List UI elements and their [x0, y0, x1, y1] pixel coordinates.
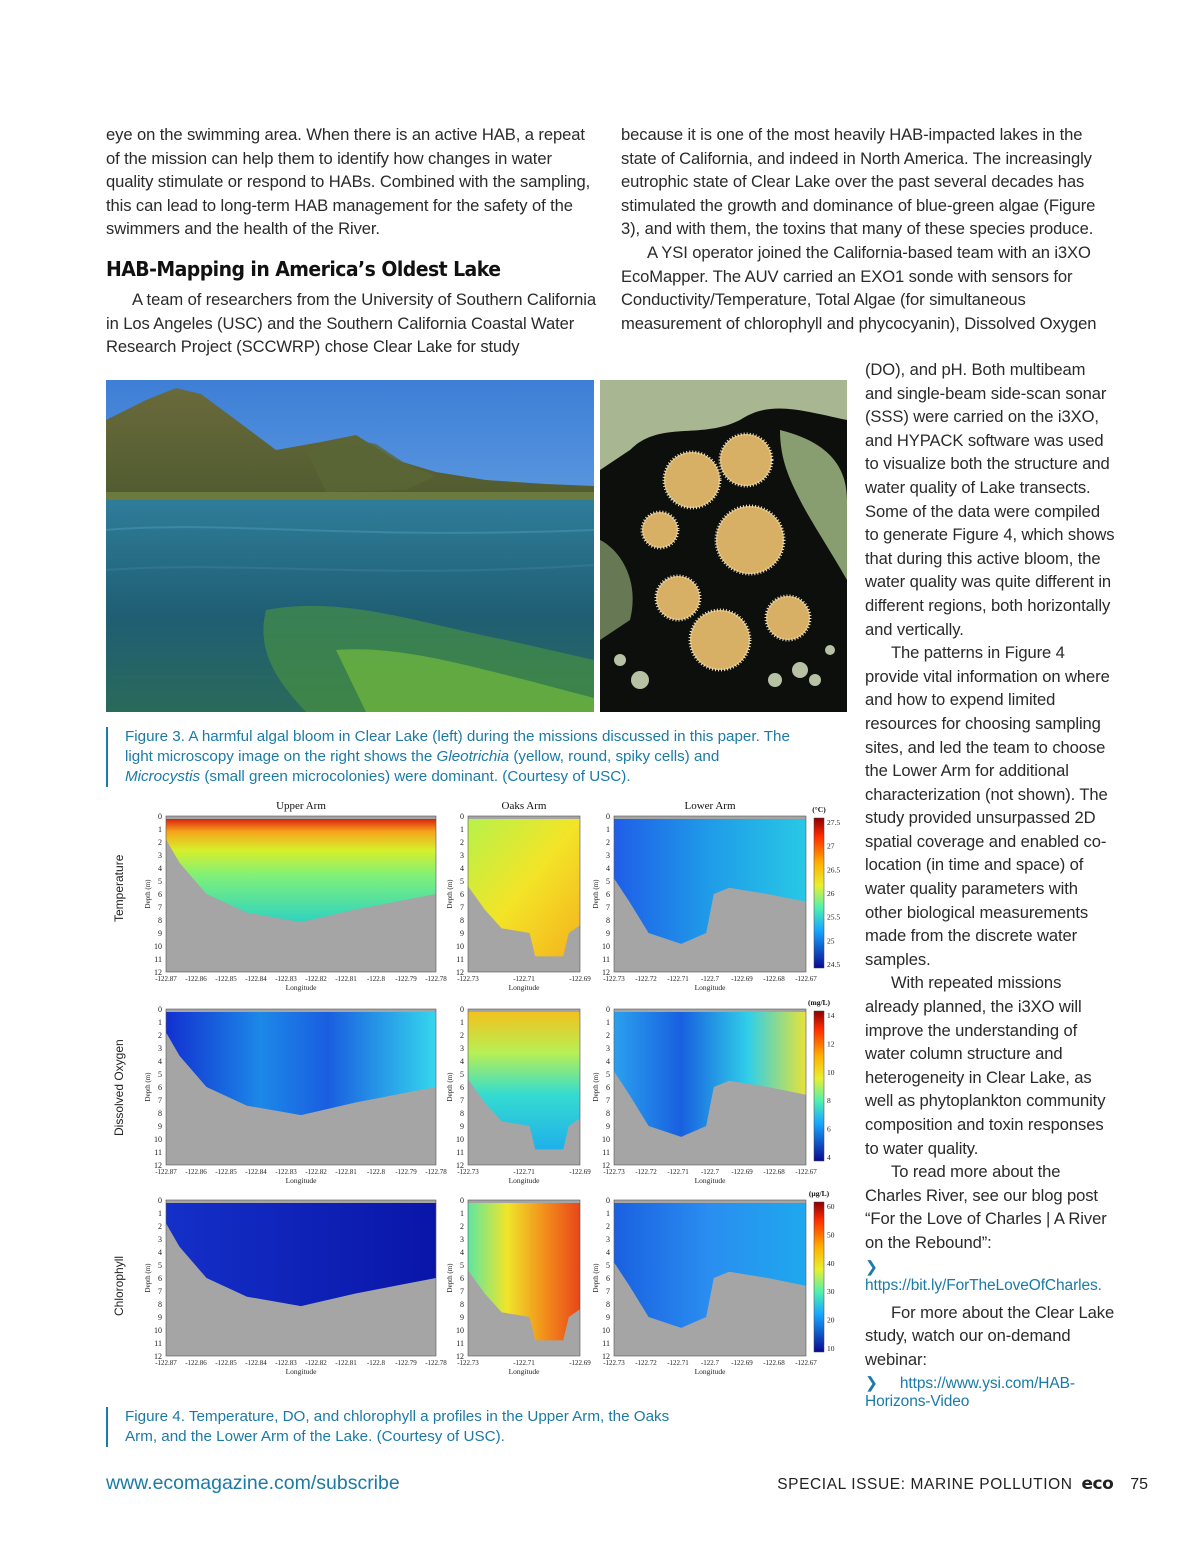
- figure-4-svg: [106, 796, 844, 1386]
- colorbar-tick-label: 30: [827, 1287, 835, 1297]
- x-tick-label: -122.83: [275, 975, 297, 983]
- x-tick-label: -122.68: [763, 975, 785, 983]
- paragraph: With repeated missions already planned, the i3XO will improve the understanding of water column structure and heterogeneity in Clear Lake, as well as phytoplankton community composition and toxin responses to water quality.: [865, 973, 1106, 1158]
- depth-tick-label: 7: [158, 1287, 162, 1296]
- x-tick-label: -122.85: [215, 975, 237, 983]
- x-tick-label: -122.73: [457, 1168, 479, 1176]
- depth-tick-label: 9: [606, 1313, 610, 1322]
- issue-label: SPECIAL ISSUE: MARINE POLLUTION: [777, 1476, 1073, 1493]
- x-tick-label: -122.72: [635, 1168, 657, 1176]
- column-title: Oaks Arm: [501, 800, 547, 812]
- x-tick-label: -122.69: [569, 1359, 591, 1367]
- depth-tick-label: 6: [158, 1274, 162, 1283]
- x-tick-label: -122.73: [603, 1359, 625, 1367]
- depth-tick-label: 10: [154, 1326, 162, 1335]
- x-tick-label: -122.72: [635, 975, 657, 983]
- x-tick-label: -122.8: [366, 1168, 386, 1176]
- caption-text: (small green microcolonies) were dominant. (Courtesy of USC).: [200, 768, 631, 785]
- depth-tick-label: 5: [460, 1070, 464, 1079]
- column-2-text: [621, 123, 1113, 335]
- depth-tick-label: 1: [460, 825, 464, 834]
- depth-tick-label: 1: [606, 825, 610, 834]
- paragraph: because it is one of the most heavily HAB-impacted lakes in the state of California, and indeed in North America. The increasingly eutrophic state of Clear Lake over the past several decades has stimulated the growth and dominance of blue-green algae (Figure 3), and with them, the toxins that many of these species produce.: [621, 125, 1096, 239]
- y-axis-label: Depth (m): [144, 879, 152, 909]
- colorbar: [814, 1011, 824, 1161]
- caption-text: (yellow, round, spiky cells) and: [509, 748, 720, 765]
- depth-tick-label: 3: [606, 1235, 610, 1244]
- depth-tick-label: 2: [460, 1222, 464, 1231]
- depth-tick-label: 5: [460, 877, 464, 886]
- colorbar-tick-label: 27: [827, 841, 835, 851]
- column-1-section-text: [106, 288, 598, 359]
- depth-tick-label: 0: [158, 812, 162, 821]
- depth-tick-label: 4: [606, 864, 610, 873]
- depth-tick-label: 3: [606, 851, 610, 860]
- x-tick-label: -122.83: [275, 1359, 297, 1367]
- x-tick-label: -122.79: [395, 975, 417, 983]
- colorbar-tick-label: 10: [827, 1067, 835, 1077]
- depth-tick-label: 4: [460, 864, 464, 873]
- depth-tick-label: 1: [606, 1018, 610, 1027]
- depth-tick-label: 1: [460, 1209, 464, 1218]
- depth-tick-label: 9: [158, 1313, 162, 1322]
- x-axis-label: Longitude: [508, 1367, 540, 1376]
- depth-tick-label: 7: [158, 1096, 162, 1105]
- depth-tick-label: 10: [154, 1135, 162, 1144]
- paragraph: eye on the swimming area. When there is an active HAB, a repeat of the mission can help them to identify how changes in water quality stimulate or respond to HABs. Combined with the sampling, this can lead to long-term HAB management for the safety of the swimmers and the health of the River.: [106, 125, 591, 239]
- depth-tick-label: 8: [606, 1300, 610, 1309]
- colorbar: [814, 818, 824, 968]
- depth-tick-label: 7: [460, 1096, 464, 1105]
- depth-tick-label: 8: [460, 916, 464, 925]
- colorbar-tick-label: 4: [827, 1153, 831, 1162]
- depth-tick-label: 2: [158, 838, 162, 847]
- x-tick-label: -122.7: [700, 1168, 720, 1176]
- depth-tick-label: 8: [460, 1300, 464, 1309]
- depth-tick-label: 10: [456, 942, 464, 951]
- depth-tick-label: 1: [158, 825, 162, 834]
- depth-tick-label: 3: [158, 1044, 162, 1053]
- x-axis-label: Longitude: [285, 1367, 317, 1376]
- colorbar-tick-label: 60: [827, 1202, 835, 1211]
- depth-tick-label: 0: [158, 1005, 162, 1014]
- x-axis-label: Longitude: [694, 983, 726, 992]
- colorbar-tick-label: 25.5: [827, 912, 841, 922]
- webinar-link[interactable]: [865, 1375, 1115, 1411]
- x-tick-label: -122.68: [763, 1168, 785, 1176]
- depth-tick-label: 11: [154, 955, 162, 964]
- depth-tick-label: 0: [460, 812, 464, 821]
- depth-tick-label: 6: [460, 1274, 464, 1283]
- depth-tick-label: 11: [154, 1148, 162, 1157]
- paragraph: The patterns in Figure 4 provide vital information on where and how to expend limited resources for choosing sampling sites, and led the team to choose the Lower Arm for additional characterization (not shown). The study provided unsurpassed 2D spatial coverage and enabled co-location (in time and space) of water quality parameters with other biological measurements made from the discrete water samples.: [865, 643, 1110, 969]
- depth-tick-label: 6: [158, 1083, 162, 1092]
- x-tick-label: -122.7: [700, 975, 720, 983]
- x-axis-label: Longitude: [285, 1176, 317, 1185]
- y-axis-label: Depth (m): [446, 1263, 454, 1293]
- x-tick-label: -122.84: [245, 975, 267, 983]
- depth-tick-label: 1: [158, 1209, 162, 1218]
- depth-tick-label: 0: [606, 1005, 610, 1014]
- y-axis-label: Depth (m): [144, 1072, 152, 1102]
- depth-tick-label: 7: [606, 1287, 610, 1296]
- depth-tick-label: 6: [606, 1274, 610, 1283]
- x-tick-label: -122.68: [763, 1359, 785, 1367]
- depth-tick-label: 4: [158, 864, 162, 873]
- x-tick-label: -122.73: [603, 975, 625, 983]
- depth-tick-label: 9: [606, 929, 610, 938]
- y-axis-label: Depth (m): [446, 879, 454, 909]
- depth-tick-label: 8: [606, 1109, 610, 1118]
- colorbar-unit: (µg/L): [808, 1189, 830, 1198]
- figure-4-heatmaps: [106, 796, 844, 1386]
- depth-tick-label: 8: [158, 916, 162, 925]
- colorbar-unit: (°C): [812, 805, 826, 814]
- figure-4-caption: Figure 4. Temperature, DO, and chlorophyll a profiles in the Upper Arm, the Oaks Arm, and the Lower Arm of the Lake. (Courtesy of USC).: [106, 1407, 685, 1447]
- depth-tick-label: 2: [460, 1031, 464, 1040]
- x-tick-label: -122.84: [245, 1359, 267, 1367]
- colorbar-tick-label: 50: [827, 1230, 835, 1240]
- column-1-text: [106, 123, 598, 241]
- depth-tick-label: 2: [606, 838, 610, 847]
- x-tick-label: -122.71: [513, 1168, 535, 1176]
- colorbar-tick-label: 20: [827, 1315, 835, 1325]
- x-tick-label: -122.78: [425, 1359, 447, 1367]
- depth-tick-label: 9: [158, 1122, 162, 1131]
- lake-photo: [106, 380, 594, 712]
- depth-tick-label: 4: [460, 1057, 464, 1066]
- x-tick-label: -122.71: [667, 1359, 689, 1367]
- x-axis-label: Longitude: [508, 1176, 540, 1185]
- column-3-text: [865, 358, 1115, 1417]
- depth-tick-label: 7: [606, 1096, 610, 1105]
- paragraph: A YSI operator joined the California-based team with an i3XO EcoMapper. The AUV carried an EXO1 sonde with sensors for Conductivity/Temperature, Total Algae (for simultaneous measurement of chlorophyll and phycocyanin), Dissolved Oxygen: [621, 242, 1097, 333]
- depth-tick-label: 10: [602, 942, 610, 951]
- depth-tick-label: 11: [602, 1148, 610, 1157]
- x-tick-label: -122.72: [635, 1359, 657, 1367]
- subscribe-link[interactable]: www.ecomagazine.com/subscribe: [106, 1472, 400, 1494]
- depth-tick-label: 8: [606, 916, 610, 925]
- depth-tick-label: 1: [460, 1018, 464, 1027]
- depth-tick-label: 10: [154, 942, 162, 951]
- depth-tick-label: 9: [606, 1122, 610, 1131]
- colorbar-tick-label: 24.5: [827, 960, 841, 969]
- colorbar-tick-label: 40: [827, 1258, 835, 1268]
- depth-tick-label: 11: [602, 1339, 610, 1348]
- colorbar-unit: (mg/L): [807, 998, 831, 1007]
- depth-tick-label: 9: [460, 929, 464, 938]
- colorbar-tick-label: 25: [827, 936, 835, 946]
- chevron-right-icon: ❯: [865, 1375, 878, 1393]
- caption-text: Figure 3. A harmful algal bloom in Clear Lake (left) during the missions discussed in this paper. The light microscopy image on the right shows the: [125, 728, 790, 765]
- section-heading: HAB-Mapping in America’s Oldest Lake: [106, 257, 501, 281]
- depth-tick-label: 12: [154, 1352, 162, 1361]
- x-tick-label: -122.69: [569, 1168, 591, 1176]
- depth-tick-label: 9: [158, 929, 162, 938]
- eco-logo: eco: [1081, 1474, 1114, 1494]
- x-tick-label: -122.69: [731, 1359, 753, 1367]
- x-axis-label: Longitude: [694, 1176, 726, 1185]
- x-tick-label: -122.67: [795, 1168, 817, 1176]
- depth-tick-label: 5: [158, 1261, 162, 1270]
- x-tick-label: -122.78: [425, 975, 447, 983]
- x-tick-label: -122.71: [513, 975, 535, 983]
- colorbar: [814, 1202, 824, 1352]
- depth-tick-label: 5: [158, 1070, 162, 1079]
- y-axis-label: Depth (m): [446, 1072, 454, 1102]
- depth-tick-label: 0: [460, 1196, 464, 1205]
- x-tick-label: -122.87: [155, 975, 177, 983]
- depth-tick-label: 2: [606, 1222, 610, 1231]
- depth-tick-label: 3: [460, 851, 464, 860]
- y-axis-label: Depth (m): [592, 1072, 600, 1102]
- blog-link-text[interactable]: https://bit.ly/ForTheLoveOfCharles.: [865, 1276, 1102, 1294]
- depth-tick-label: 11: [154, 1339, 162, 1348]
- column-title: Upper Arm: [276, 800, 326, 812]
- depth-tick-label: 5: [606, 1261, 610, 1270]
- depth-tick-label: 12: [602, 1352, 610, 1361]
- page-number: 75: [1130, 1476, 1148, 1493]
- blog-link[interactable]: [865, 1259, 1115, 1295]
- paragraph: (DO), and pH. Both multibeam and single-beam side-scan sonar (SSS) were carried on the i3XO, and HYPACK software was used to visualize both the structure and water quality of Lake transects. Some of the data were compiled to generate Figure 4, which shows that during this active bloom, the water quality was quite different in different regions, both horizontally and vertically.: [865, 360, 1115, 639]
- x-tick-label: -122.81: [335, 975, 357, 983]
- x-tick-label: -122.69: [731, 1168, 753, 1176]
- x-tick-label: -122.83: [275, 1168, 297, 1176]
- depth-tick-label: 8: [158, 1300, 162, 1309]
- depth-tick-label: 12: [154, 1161, 162, 1170]
- microscopy-photo: [600, 380, 847, 712]
- x-axis-label: Longitude: [508, 983, 540, 992]
- x-axis-label: Longitude: [285, 983, 317, 992]
- depth-tick-label: 5: [158, 877, 162, 886]
- depth-tick-label: 8: [158, 1109, 162, 1118]
- y-axis-label: Depth (m): [592, 879, 600, 909]
- depth-tick-label: 12: [154, 968, 162, 977]
- depth-tick-label: 4: [158, 1057, 162, 1066]
- x-tick-label: -122.69: [569, 975, 591, 983]
- depth-tick-label: 6: [158, 890, 162, 899]
- x-tick-label: -122.73: [457, 1359, 479, 1367]
- column-title: Lower Arm: [684, 800, 736, 812]
- depth-tick-label: 11: [602, 955, 610, 964]
- x-tick-label: -122.87: [155, 1168, 177, 1176]
- x-tick-label: -122.8: [366, 1359, 386, 1367]
- depth-tick-label: 11: [456, 955, 464, 964]
- depth-tick-label: 2: [158, 1222, 162, 1231]
- x-tick-label: -122.86: [185, 975, 207, 983]
- depth-tick-label: 6: [606, 1083, 610, 1092]
- x-tick-label: -122.71: [513, 1359, 535, 1367]
- depth-tick-label: 6: [606, 890, 610, 899]
- x-tick-label: -122.86: [185, 1359, 207, 1367]
- y-axis-label: Depth (m): [144, 1263, 152, 1293]
- x-tick-label: -122.81: [335, 1168, 357, 1176]
- row-label-chlorophyll: Chlorophyll: [112, 1255, 126, 1316]
- row-label-temperature: Temperature: [112, 854, 126, 922]
- y-axis-label: Depth (m): [592, 1263, 600, 1293]
- depth-tick-label: 0: [606, 812, 610, 821]
- depth-tick-label: 4: [460, 1248, 464, 1257]
- depth-tick-label: 8: [460, 1109, 464, 1118]
- depth-tick-label: 7: [158, 903, 162, 912]
- x-tick-label: -122.84: [245, 1168, 267, 1176]
- colorbar-tick-label: 26: [827, 889, 835, 898]
- depth-tick-label: 6: [460, 1083, 464, 1092]
- depth-tick-label: 9: [460, 1122, 464, 1131]
- paragraph: A team of researchers from the University of Southern California in Los Angeles (USC) and the Southern California Coastal Water Research Project (SCCWRP) chose Clear Lake for study: [106, 290, 596, 357]
- depth-tick-label: 7: [460, 1287, 464, 1296]
- colorbar-tick-label: 14: [827, 1011, 835, 1020]
- depth-tick-label: 10: [456, 1135, 464, 1144]
- colorbar-tick-label: 12: [827, 1039, 835, 1049]
- figure-3-caption: [106, 727, 795, 787]
- depth-tick-label: 0: [460, 1005, 464, 1014]
- colorbar-tick-label: 8: [827, 1096, 831, 1106]
- x-tick-label: -122.71: [667, 1168, 689, 1176]
- depth-tick-label: 2: [158, 1031, 162, 1040]
- depth-tick-label: 5: [606, 877, 610, 886]
- depth-tick-label: 10: [602, 1135, 610, 1144]
- depth-tick-label: 3: [158, 851, 162, 860]
- depth-tick-label: 2: [606, 1031, 610, 1040]
- colorbar-tick-label: 10: [827, 1344, 835, 1353]
- colorbar-tick-label: 26.5: [827, 865, 841, 875]
- colorbar-tick-label: 6: [827, 1124, 831, 1134]
- footer-issue: [777, 1474, 1148, 1494]
- caption-species: Microcystis: [125, 768, 201, 785]
- x-tick-label: -122.8: [366, 975, 386, 983]
- x-tick-label: -122.7: [700, 1359, 720, 1367]
- depth-tick-label: 11: [456, 1339, 464, 1348]
- depth-tick-label: 7: [606, 903, 610, 912]
- depth-tick-label: 4: [158, 1248, 162, 1257]
- depth-tick-label: 10: [456, 1326, 464, 1335]
- depth-tick-label: 4: [606, 1057, 610, 1066]
- caption-species: Gleotrichia: [436, 748, 510, 765]
- depth-tick-label: 4: [606, 1248, 610, 1257]
- depth-tick-label: 5: [460, 1261, 464, 1270]
- paragraph: To read more about the Charles River, see our blog post “For the Love of Charles | A River on the Rebound”:: [865, 1162, 1107, 1252]
- x-tick-label: -122.82: [305, 975, 327, 983]
- lake-photo-image: [106, 380, 594, 712]
- depth-tick-label: 3: [460, 1044, 464, 1053]
- x-tick-label: -122.78: [425, 1168, 447, 1176]
- depth-tick-label: 11: [456, 1148, 464, 1157]
- webinar-link-text[interactable]: https://www.ysi.com/HAB-Horizons-Video: [865, 1375, 1075, 1411]
- x-tick-label: -122.73: [603, 1168, 625, 1176]
- x-tick-label: -122.79: [395, 1168, 417, 1176]
- x-tick-label: -122.81: [335, 1359, 357, 1367]
- depth-tick-label: 2: [460, 838, 464, 847]
- depth-tick-label: 10: [602, 1326, 610, 1335]
- x-tick-label: -122.69: [731, 975, 753, 983]
- depth-tick-label: 5: [606, 1070, 610, 1079]
- colorbar-tick-label: 27.5: [827, 818, 841, 827]
- chevron-right-icon: ❯: [865, 1258, 878, 1276]
- x-tick-label: -122.67: [795, 975, 817, 983]
- microscopy-image: [600, 380, 847, 712]
- paragraph: For more about the Clear Lake study, watch our on-demand webinar:: [865, 1302, 1115, 1369]
- x-tick-label: -122.82: [305, 1168, 327, 1176]
- depth-tick-label: 9: [460, 1313, 464, 1322]
- x-tick-label: -122.67: [795, 1359, 817, 1367]
- depth-tick-label: 0: [158, 1196, 162, 1205]
- x-tick-label: -122.79: [395, 1359, 417, 1367]
- depth-tick-label: 12: [456, 1352, 464, 1361]
- x-tick-label: -122.82: [305, 1359, 327, 1367]
- depth-tick-label: 0: [606, 1196, 610, 1205]
- depth-tick-label: 1: [158, 1018, 162, 1027]
- depth-tick-label: 7: [460, 903, 464, 912]
- depth-tick-label: 1: [606, 1209, 610, 1218]
- depth-tick-label: 12: [456, 968, 464, 977]
- x-tick-label: -122.85: [215, 1168, 237, 1176]
- x-axis-label: Longitude: [694, 1367, 726, 1376]
- x-tick-label: -122.73: [457, 975, 479, 983]
- depth-tick-label: 12: [456, 1161, 464, 1170]
- depth-tick-label: 3: [158, 1235, 162, 1244]
- depth-tick-label: 3: [460, 1235, 464, 1244]
- x-tick-label: -122.86: [185, 1168, 207, 1176]
- x-tick-label: -122.87: [155, 1359, 177, 1367]
- depth-tick-label: 3: [606, 1044, 610, 1053]
- depth-tick-label: 12: [602, 1161, 610, 1170]
- x-tick-label: -122.85: [215, 1359, 237, 1367]
- x-tick-label: -122.71: [667, 975, 689, 983]
- depth-tick-label: 6: [460, 890, 464, 899]
- row-label-dissolved-oxygen: Dissolved Oxygen: [112, 1039, 126, 1136]
- depth-tick-label: 12: [602, 968, 610, 977]
